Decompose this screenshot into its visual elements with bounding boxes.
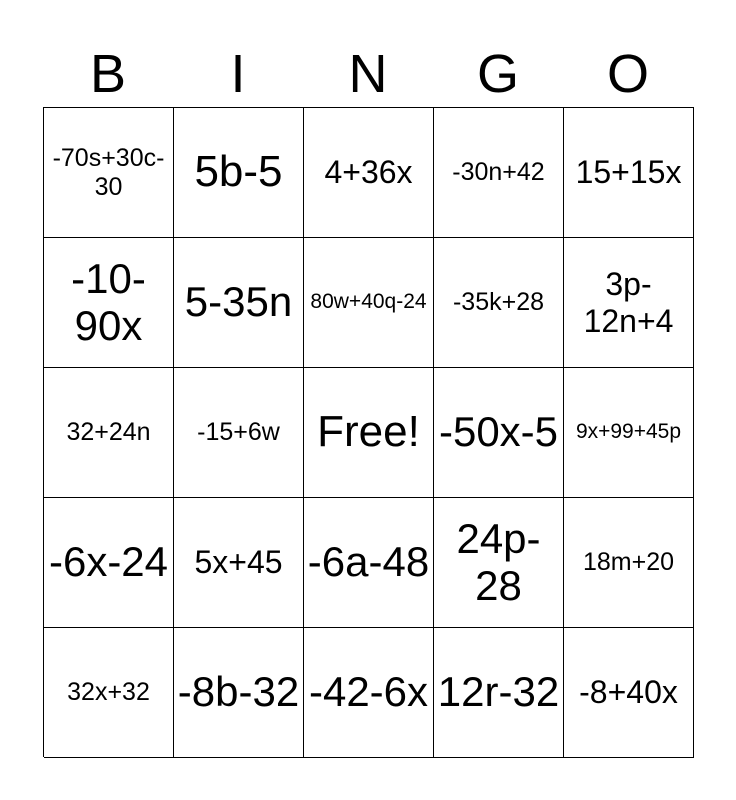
board-cell[interactable]: 24p-28	[434, 498, 564, 628]
board-cell[interactable]: 5b-5	[174, 108, 304, 238]
board-cell[interactable]: -6x-24	[44, 498, 174, 628]
board-cell[interactable]: 32+24n	[44, 368, 174, 498]
bingo-header	[43, 40, 693, 108]
board-cell[interactable]: -42-6x	[304, 628, 434, 758]
bingo-board	[43, 107, 694, 757]
header-letter-n: N	[348, 44, 388, 104]
board-cell[interactable]: 5x+45	[174, 498, 304, 628]
board-cell[interactable]: -70s+30c-30	[44, 108, 174, 238]
header-letter-g: G	[476, 44, 519, 104]
board-cell[interactable]: -30n+42	[434, 108, 564, 238]
header-letter-b: B	[89, 44, 127, 104]
board-cell[interactable]: -6a-48	[304, 498, 434, 628]
board-cell[interactable]: 3p-12n+4	[564, 238, 694, 368]
board-cell[interactable]: 18m+20	[564, 498, 694, 628]
board-cell[interactable]: -35k+28	[434, 238, 564, 368]
board-cell[interactable]: -8b-32	[174, 628, 304, 758]
board-cell[interactable]: 80w+40q-24	[304, 238, 434, 368]
board-cell[interactable]: 5-35n	[174, 238, 304, 368]
board-cell[interactable]: -15+6w	[174, 368, 304, 498]
header-letter-i: I	[230, 44, 246, 104]
board-cell[interactable]: 9x+99+45p	[564, 368, 694, 498]
board-cell[interactable]: 32x+32	[44, 628, 174, 758]
board-cell[interactable]: -8+40x	[564, 628, 694, 758]
board-cell[interactable]: -10-90x	[44, 238, 174, 368]
board-cell[interactable]: 12r-32	[434, 628, 564, 758]
board-cell[interactable]: -50x-5	[434, 368, 564, 498]
board-cell[interactable]: 4+36x	[304, 108, 434, 238]
header-letter-o: O	[606, 44, 649, 104]
board-cell[interactable]: 15+15x	[564, 108, 694, 238]
board-cell-free[interactable]: Free!	[304, 368, 434, 498]
